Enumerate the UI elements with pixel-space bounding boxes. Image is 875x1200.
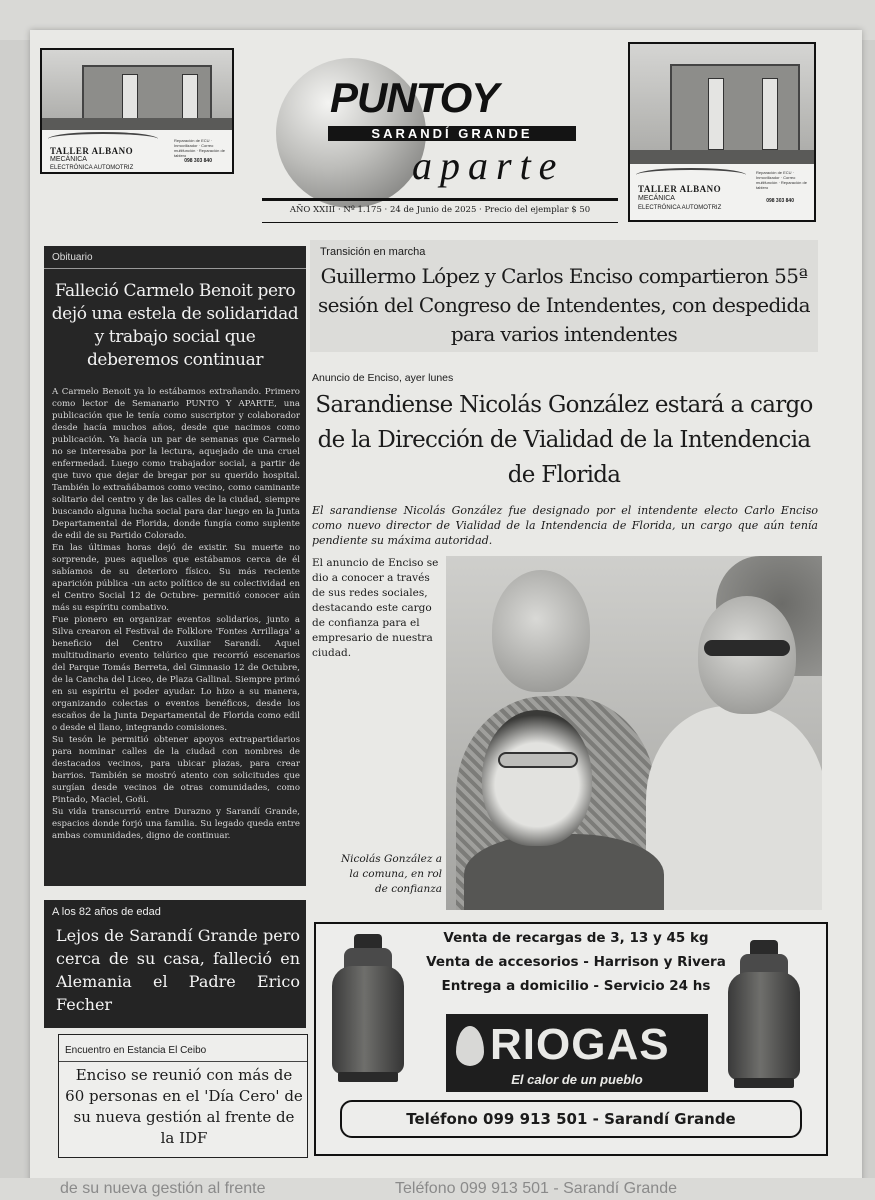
- obituary-kicker: Obituario: [52, 252, 93, 263]
- car-icon: [636, 168, 746, 182]
- gas-ad-line-1: Venta de recargas de 3, 13 y 45 kg: [443, 930, 709, 946]
- ad-phone: 098 303 840: [184, 158, 212, 164]
- sunglasses-icon: [498, 752, 578, 768]
- ad-taller-albano-right: [628, 42, 816, 222]
- masthead: [262, 46, 618, 231]
- obituary-column: [44, 246, 306, 886]
- enciso-headline: Enciso se reunió con más de 60 personas en el 'Día Cero' de su nueva gestión al frente de la IDF: [65, 1066, 303, 1147]
- masthead-town: SARANDÍ GRANDE: [371, 126, 533, 141]
- main-story-body: El anuncio de Enciso se dio a conocer a través de sus redes sociales, destacando este cargo de confianza para el empresario de nuestra ciudad.: [312, 557, 439, 659]
- ad-business-name: TALLER ALBANO: [50, 146, 134, 156]
- transition-kicker: Transición en marcha: [320, 246, 426, 258]
- main-story-lead: El sarandiense Nicolás González fue designado por el intendente electo Carlo Enciso como nuevo director de Vialidad de la Intendencia de Florida, un cargo que aún tenía pendiente su máxima autoridad.: [312, 504, 818, 547]
- ad-photo-workshop: [42, 50, 232, 130]
- ad-line-2: ELECTRÓNICA AUTOMOTRIZ: [638, 205, 722, 211]
- gas-ad-line-3: Entrega a domicilio - Servicio 24 hs: [441, 978, 711, 994]
- obituary-paragraph: Fue pionero en organizar eventos solidarios, junto a Silva crearon el Festival de Folklore 'Fontes Arrillaga' a beneficio del Centro Auxiliar Sarandí. Aquel multitudinario evento telúrico que recorrió escenarios del Parque Tomás Berreta, del Gimnasio 12 de Octubre, de la Cancha del Liceo, de Plaza Gallinal. Siempre primó en su espíritu el poder ayudar. Lo hizo a su manera, organizando colectas o eventos benéficos, desde los escaños de la Junta Departamental de Florida como edil o desde el llano, integrando comisiones.: [52, 615, 300, 733]
- obituary-body: [52, 386, 300, 842]
- riogas-brand: RIOGAS: [490, 1020, 670, 1069]
- flame-drop-icon: [456, 1026, 484, 1066]
- next-page-left-text: de su nueva gestión al frente: [60, 1180, 266, 1197]
- masthead-rule-bottom: [262, 222, 618, 223]
- gas-cylinder-icon: [330, 934, 406, 1084]
- main-story-kicker: Anuncio de Enciso, ayer lunes: [312, 372, 454, 384]
- woman-body: [464, 834, 664, 910]
- next-page-strip: [0, 1178, 875, 1200]
- man-right-body: [646, 706, 822, 910]
- fecher-headline: Lejos de Sarandí Grande pero cerca de su casa, falleció en Alemania el Padre Erico Fecher: [56, 926, 300, 1014]
- ad-line-1: MECÁNICA: [638, 195, 675, 202]
- sunglasses-icon: [704, 640, 790, 656]
- riogas-phone: Teléfono 099 913 501 - Sarandí Grande: [340, 1100, 802, 1138]
- ad-business-name: TALLER ALBANO: [638, 184, 722, 194]
- obituary-headline: Falleció Carmelo Benoit pero dejó una estela de solidaridad y trabajo social que deberemos continuar: [51, 281, 299, 370]
- enciso-story-box: [58, 1034, 308, 1158]
- masthead-name-bottom: aparte: [412, 143, 565, 188]
- masthead-name-top: PUNTOY: [330, 74, 499, 121]
- transition-story: [310, 240, 818, 352]
- fecher-kicker: A los 82 años de edad: [52, 906, 161, 918]
- obituary-paragraph: A Carmelo Benoit ya lo estábamos extrañando. Primero como lector de Semanario PUNTO Y APARTE, una publicación que le tenía como suscriptor y colaborador desde hacía muchos años, desde que nacimos como publicación. Ya hacía un par de semanas que Carmelo no se interesaba por la lectura, aquejado de una cruel enfermedad. Luego como trabajador social, a partir de que tuvo que dejar de bregar por su querido hospital. También lo extrañábamos como vecino, como caminante solitario del centro y de las calles de la ciudad, siempre buscando alguna lucha social para dar luego en la Junta Departamental de Florida, donde fungía como suplente de edil de su Partido Colorado.: [52, 387, 300, 541]
- ad-line-1: MECÁNICA: [50, 156, 87, 163]
- riogas-ad: [314, 922, 828, 1156]
- masthead-rule: [262, 198, 618, 201]
- enciso-kicker: Encuentro en Estancia El Ceibo: [65, 1045, 207, 1056]
- gas-cylinder-icon: [726, 940, 802, 1090]
- car-icon: [48, 132, 158, 146]
- issue-line: AÑO XXIII · Nº 1.175 · 24 de Junio de 2025 · Precio del ejemplar $ 50: [289, 205, 591, 215]
- obituary-paragraph: Su vida transcurrió entre Durazno y Sarandí Grande, espacios donde forjó una familia. Su legado queda entre ambas comunidades, digno de continuar.: [52, 807, 300, 841]
- ad-services: Reparación de ECU · Inmovilizador · Correo multifunción · Reparación de tablero: [174, 138, 225, 158]
- main-story-headline: Sarandiense Nicolás González estará a cargo de la Dirección de Vialidad de la Intendencia de Florida: [315, 392, 813, 488]
- man-left-head: [492, 570, 590, 692]
- transition-headline: Guillermo López y Carlos Enciso compartieron 55ª sesión del Congreso de Intendentes, con despedida para varios intendentes: [318, 264, 810, 346]
- ad-services: Reparación de ECU · Inmovilizador · Correo multifunción · Reparación de tablero: [756, 170, 807, 190]
- photo-caption: Nicolás González a la comuna, en rol de confianza: [340, 853, 442, 895]
- riogas-logo: [446, 1014, 708, 1092]
- ad-phone: 098 303 840: [766, 198, 794, 204]
- fecher-story-box: [44, 900, 306, 1028]
- main-story-photo: [446, 556, 822, 910]
- ad-taller-albano-left: [40, 48, 234, 174]
- next-page-right-text: Teléfono 099 913 501 - Sarandí Grande: [395, 1180, 677, 1197]
- riogas-slogan: El calor de un pueblo: [511, 1072, 643, 1087]
- woman-head: [482, 710, 592, 846]
- ad-photo-workshop: [630, 44, 814, 164]
- obituary-paragraph: Su tesón le permitió obtener apoyos extrapartidarios para nominar calles de la ciudad con nombres de destacados vecinos, para ubicar plazas, para crear barrios. También se mostró atento con solicitudes que surgían desde vecinos de otras comunidades, como Pintado, Maciel, Goñi.: [52, 735, 300, 805]
- ad-line-2: ELECTRÓNICA AUTOMOTRIZ: [50, 165, 134, 171]
- obituary-paragraph: En las últimas horas dejó de existir. Su muerte no sorprende, pues aquellos que estábamos cerca de él sabíamos de su deterioro físico. Su más reciente aparición pública -un acto político de su colectividad en el Centro Social 12 de Octubre- permitió conocer aún más su espíritu combativo.: [52, 543, 300, 613]
- gas-ad-line-2: Venta de accesorios - Harrison y Rivera: [426, 954, 726, 970]
